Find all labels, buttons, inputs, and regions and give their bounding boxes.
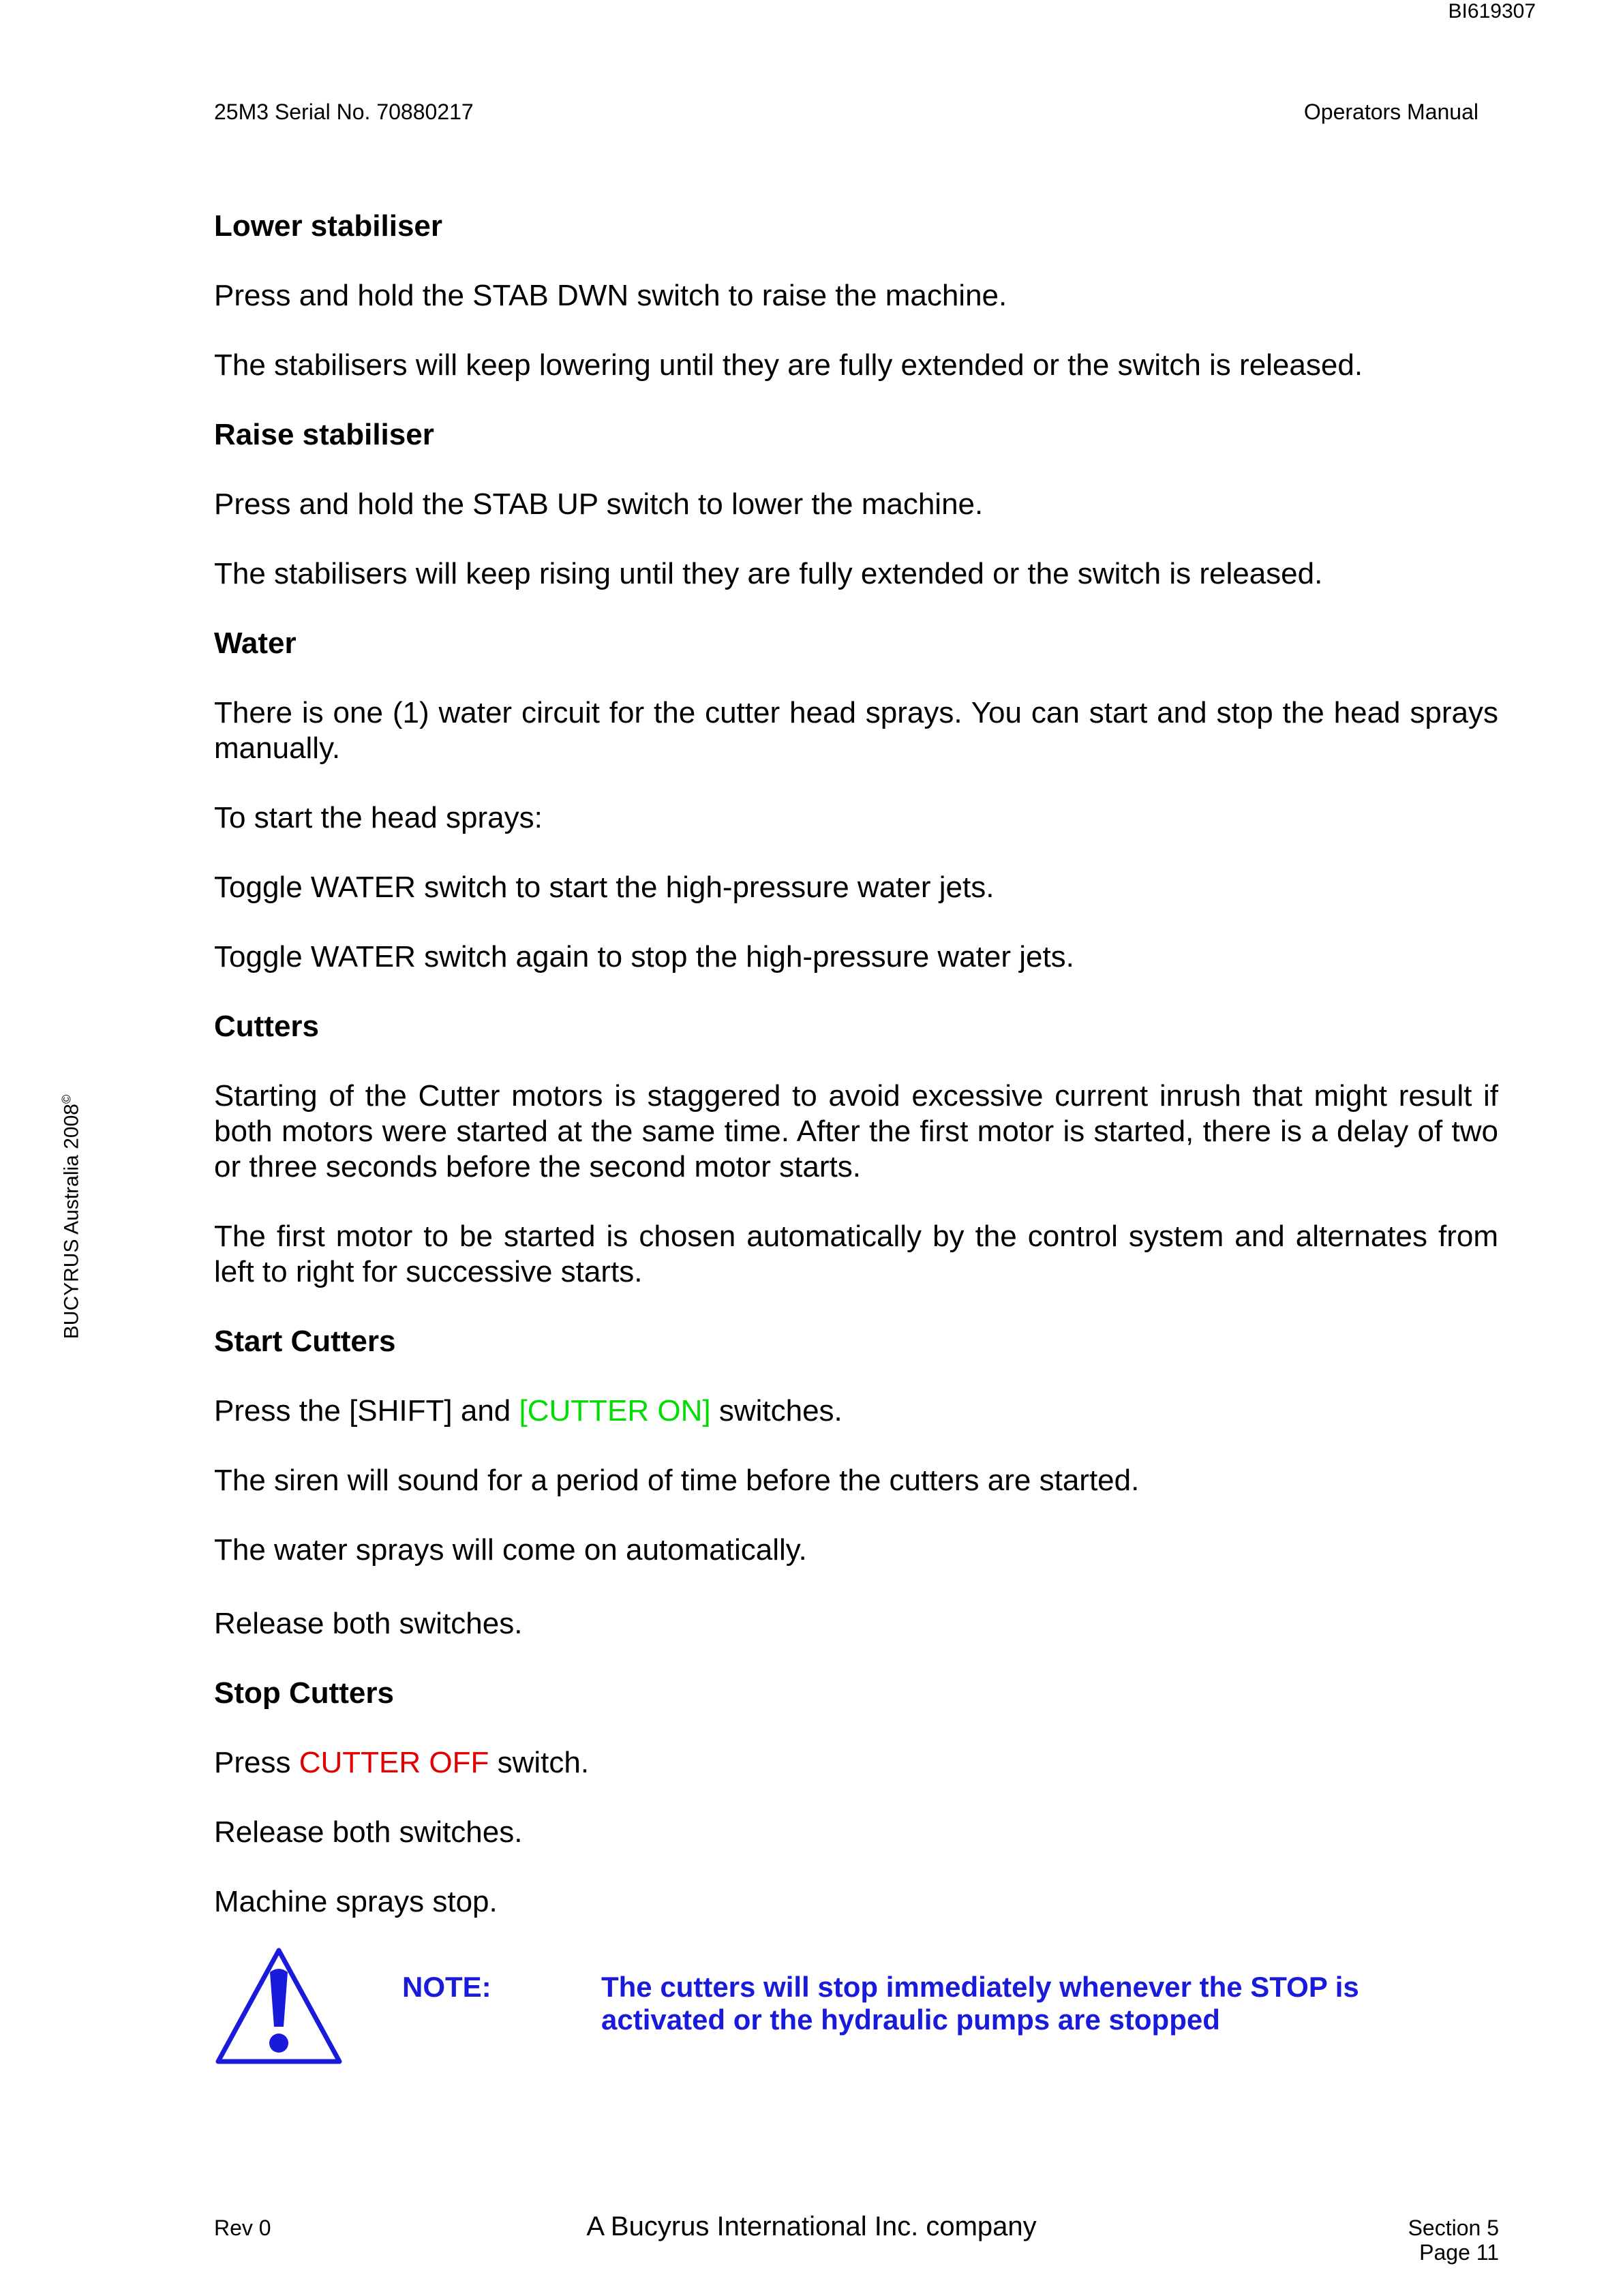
footer-section: Section 5: [1408, 2216, 1499, 2240]
paragraph: The first motor to be started is chosen automatically by the control system and alternates from left to right for successive starts.: [214, 1220, 1498, 1288]
paragraph: Release both switches.: [214, 1815, 523, 1849]
paragraph: The stabilisers will keep rising until they are fully extended or the switch is released.: [214, 557, 1323, 590]
cutter-off-label: CUTTER OFF: [299, 1746, 489, 1779]
footer-company: A Bucyrus International Inc. company: [586, 2211, 1037, 2241]
paragraph-stop-cutters: [214, 1745, 1498, 1781]
heading-water: Water: [214, 626, 297, 660]
warning-triangle-icon: [214, 1946, 344, 2066]
heading-cutters: Cutters: [214, 1010, 320, 1043]
paragraph-start-cutters: [214, 1393, 1498, 1429]
heading-raise-stabiliser: Raise stabiliser: [214, 418, 434, 451]
heading-lower-stabiliser: Lower stabiliser: [214, 209, 443, 243]
text: switch.: [489, 1746, 590, 1779]
paragraph: Starting of the Cutter motors is staggered to avoid excessive current inrush that might result if both motors were started at the same time. After the first motor is started, there is a delay of two or three seconds before the second motor starts.: [214, 1079, 1498, 1183]
paragraph: The water sprays will come on automatically.: [214, 1533, 807, 1567]
note-line: The cutters will stop immediately whenever the STOP is: [601, 1971, 1359, 2003]
paragraph: Press and hold the STAB DWN switch to raise the machine.: [214, 279, 1007, 312]
text: switches.: [710, 1394, 843, 1428]
copyright-mark: ©: [59, 1094, 74, 1104]
footer-revision: Rev 0: [214, 2216, 271, 2240]
note-text: [601, 1971, 1487, 2036]
sidebar-copyright-text: BUCYRUS Australia 2008: [60, 1104, 83, 1340]
paragraph: The stabilisers will keep lowering until they are fully extended or the switch is released.: [214, 348, 1363, 382]
footer-page-info: [1408, 2216, 1499, 2265]
heading-start-cutters: Start Cutters: [214, 1325, 396, 1358]
text: Press: [214, 1746, 299, 1779]
paragraph: The siren will sound for a period of time before the cutters are started.: [214, 1464, 1140, 1497]
note-box: [214, 1946, 1509, 2069]
note-label: NOTE:: [402, 1971, 491, 2003]
sidebar-copyright: [60, 1095, 84, 1339]
note-line: activated or the hydraulic pumps are stopped: [601, 2004, 1220, 2036]
paragraph: Toggle WATER switch again to stop the high-pressure water jets.: [214, 940, 1074, 973]
header-manual-title: Operators Manual: [1303, 100, 1478, 124]
page-content: [214, 209, 1498, 1954]
paragraph: There is one (1) water circuit for the cutter head sprays. You can start and stop the head sprays manually.: [214, 696, 1498, 765]
heading-stop-cutters: Stop Cutters: [214, 1676, 394, 1710]
cutter-on-label: [CUTTER ON]: [519, 1394, 711, 1428]
paragraph: Toggle WATER switch to start the high-pressure water jets.: [214, 871, 995, 904]
document-id: BI619307: [1448, 0, 1536, 22]
footer-page: Page 11: [1419, 2240, 1499, 2265]
paragraph: Machine sprays stop.: [214, 1885, 498, 1918]
paragraph: Press and hold the STAB UP switch to lower the machine.: [214, 487, 984, 521]
text: Press the [SHIFT] and: [214, 1394, 519, 1428]
header-serial: 25M3 Serial No. 70880217: [214, 100, 474, 124]
paragraph: To start the head sprays:: [214, 801, 543, 834]
paragraph: Release both switches.: [214, 1607, 523, 1640]
